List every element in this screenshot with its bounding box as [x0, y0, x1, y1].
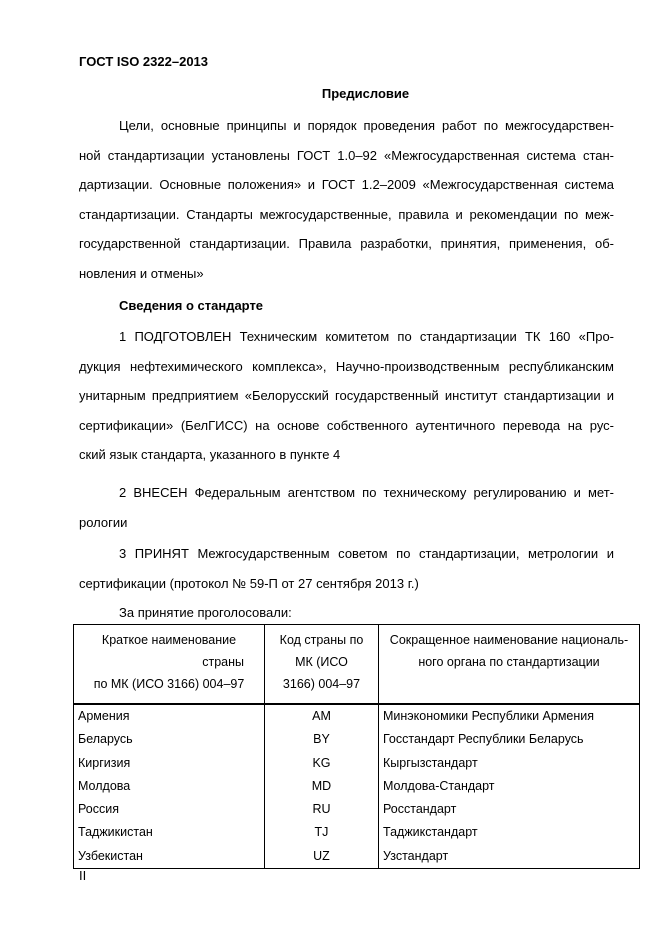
column-header-body: Сокращенное наименование националь- ного органа по стандартизации: [379, 625, 640, 705]
code-cell: TJ: [265, 821, 379, 844]
item-1-line: сертификации» (БелГИСС) на основе собственного аутентичного перевода на рус-: [79, 417, 614, 433]
country-cell: Узбекистан: [74, 845, 265, 869]
country-cell: Таджикистан: [74, 821, 265, 844]
table-header-row: [74, 625, 640, 705]
table-row: [74, 845, 640, 869]
item-2-paragraph: [79, 478, 614, 537]
intro-line: стандартизации. Стандарты межгосударственные, правила и рекомендации по меж-: [79, 206, 614, 222]
country-cell: Армения: [74, 704, 265, 728]
intro-line: Цели, основные принципы и порядок проведения работ по межгосударствен-: [119, 118, 614, 133]
item-1-paragraph: [79, 322, 614, 470]
item-1-line: унитарным предприятием «Белорусский государственный институт стандартизации и: [79, 388, 614, 403]
item-2-line: рологии: [79, 514, 128, 530]
code-cell: RU: [265, 798, 379, 821]
votes-label: За принятие проголосовали:: [119, 605, 292, 620]
body-cell: Узстандарт: [379, 845, 640, 869]
table-row: [74, 775, 640, 798]
document-header: ГОСТ ISO 2322–2013: [79, 54, 209, 69]
body-cell: Таджикстандарт: [379, 821, 640, 844]
table-row: [74, 752, 640, 775]
item-1-line: дукция нефтехимического комплекса», Научно-производственным республиканским: [79, 358, 614, 374]
intro-line: государственной стандартизации. Правила разработки, принятия, применения, об-: [79, 236, 614, 251]
body-cell: Кыргызстандарт: [379, 752, 640, 775]
code-cell: UZ: [265, 845, 379, 869]
country-cell: Молдова: [74, 775, 265, 798]
intro-line: дартизации. Основные положения» и ГОСТ 1.2–2009 «Межгосударственная система: [79, 177, 614, 192]
body-cell: Минэкономики Республики Армения: [379, 704, 640, 728]
column-header-code: Код страны по МК (ИСО 3166) 004–97: [265, 625, 379, 705]
intro-paragraph: [79, 111, 614, 288]
table-row: [74, 821, 640, 844]
country-cell: Россия: [74, 798, 265, 821]
item-3-paragraph: [79, 539, 614, 598]
body-cell: Госстандарт Республики Беларусь: [379, 728, 640, 751]
code-cell: AM: [265, 704, 379, 728]
item-3-line: сертификации (протокол № 59-П от 27 сентября 2013 г.): [79, 575, 419, 591]
column-header-country: Краткое наименование страны по МК (ИСО 3166) 004–97: [74, 625, 265, 705]
item-2-line: 2 ВНЕСЕН Федеральным агентством по техническому регулированию и мет-: [119, 485, 614, 500]
item-1-line: 1 ПОДГОТОВЛЕН Техническим комитетом по стандартизации ТК 160 «Про-: [119, 329, 614, 344]
voting-countries-table: [73, 624, 640, 869]
intro-line: ной стандартизации установлены ГОСТ 1.0–92 «Межгосударственная система стан-: [79, 147, 614, 163]
table-row: [74, 704, 640, 728]
body-cell: Росстандарт: [379, 798, 640, 821]
code-cell: KG: [265, 752, 379, 775]
section-title: Предисловие: [321, 86, 410, 101]
item-1-line: ский язык стандарта, указанного в пункте 4: [79, 447, 341, 462]
table-row: [74, 728, 640, 751]
body-cell: Молдова-Стандарт: [379, 775, 640, 798]
country-cell: Беларусь: [74, 728, 265, 751]
code-cell: MD: [265, 775, 379, 798]
code-cell: BY: [265, 728, 379, 751]
table-row: [74, 798, 640, 821]
item-3-line: 3 ПРИНЯТ Межгосударственным советом по стандартизации, метрологии и: [119, 546, 614, 561]
country-cell: Киргизия: [74, 752, 265, 775]
standard-info-heading: Сведения о стандарте: [119, 298, 264, 313]
intro-line: новления и отмены»: [79, 265, 204, 281]
page-number: II: [79, 868, 87, 883]
